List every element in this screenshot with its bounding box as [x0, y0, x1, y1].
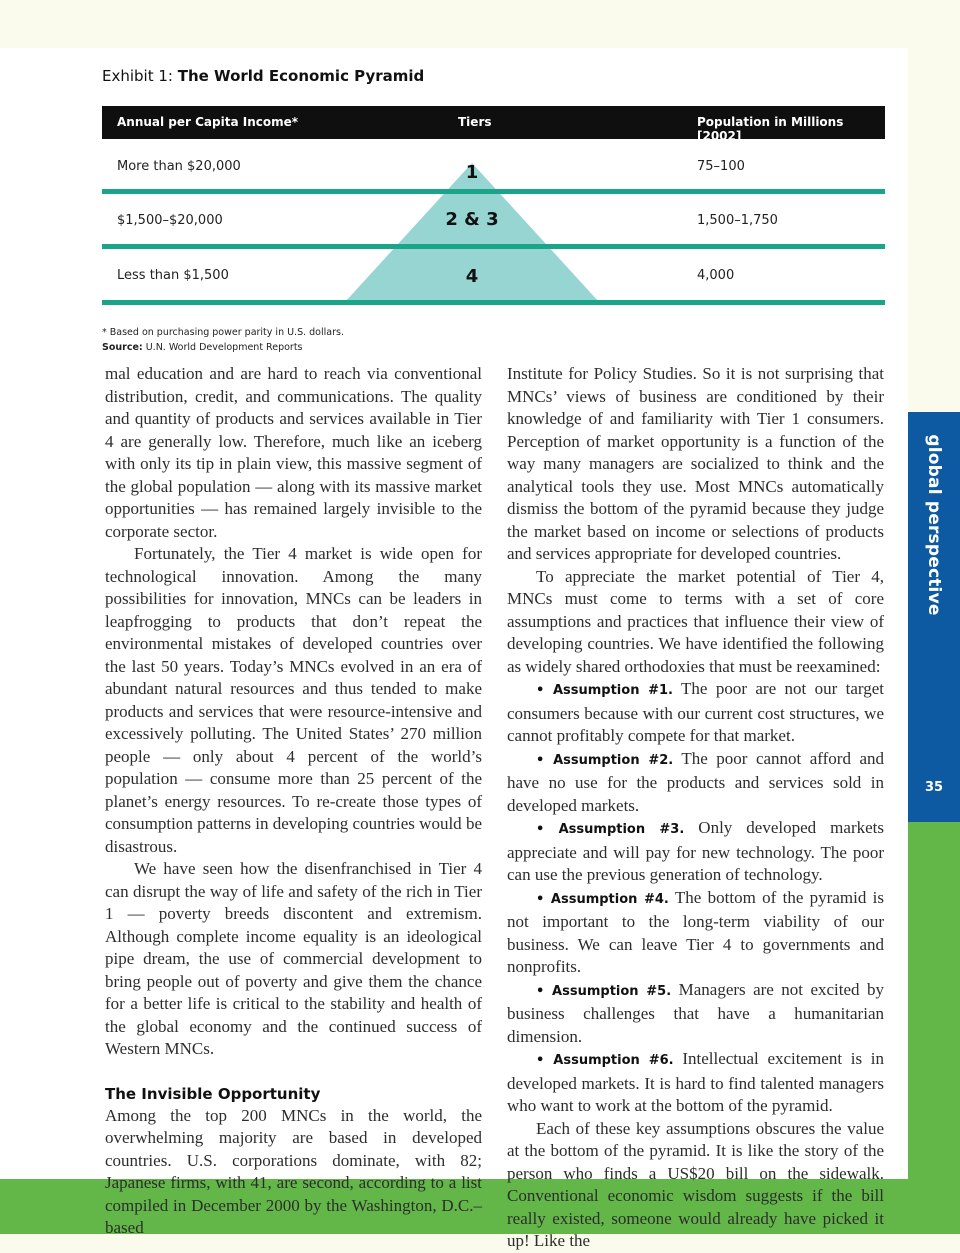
row1-population: 75–100	[697, 159, 745, 174]
header-income: Annual per Capita Income*	[117, 115, 299, 129]
row1-tier: 1	[465, 162, 479, 183]
paragraph: To appreciate the market potential of Tier 4, MNCs must come to terms with a set of core assumptions and practices that influence their view of developing countries. We have identified the following as widely shared orthodoxies that must be reexamined:	[507, 566, 884, 676]
source-text: U.N. World Development Reports	[142, 342, 303, 353]
paragraph: Each of these key assumptions obscures the value at the bottom of the pyramid. It is like the story of the person who finds a US$20 bill on the sidewalk. Conventional economic wisdom suggests if the bill really existed, someone would already have picked it up! Like the	[507, 1118, 884, 1250]
assumption-item: • Assumption #3. Only developed markets appreciate and will pay for new technology. The poor can use the previous generation of technology.	[507, 818, 884, 884]
assumption-item: • Assumption #2. The poor cannot afford and have no use for the products and services sold in developed markets.	[507, 748, 884, 815]
paragraph: mal education and are hard to reach via conventional distribution, credit, and communications. The quality and quantity of products and services available in Tier 4 are generally low. Therefore, much like an iceberg with only its tip in plain view, this massive segment of the global population — along with its massive market opportunities — has remained largely invisible to the corporate sector.	[105, 364, 482, 541]
footnote-text: * Based on purchasing power parity in U.S. dollars.	[102, 327, 344, 338]
row-divider	[102, 244, 885, 249]
row3-population: 4,000	[697, 268, 735, 283]
assumption-label: Assumption #4.	[550, 891, 669, 907]
row-divider	[102, 189, 885, 194]
assumption-label: Assumption #5.	[552, 983, 672, 999]
exhibit-footnote	[102, 325, 344, 355]
assumption-text: The poor cannot afford and have no use for the products and services sold in developed markets.	[507, 748, 884, 815]
section-label: global perspective	[924, 434, 944, 616]
assumption-text: The bottom of the pyramid is not important to the long-term viability of our business. We can leave Tier 4 to governments and nonprofits.	[507, 887, 884, 976]
row-divider	[102, 300, 885, 305]
source-label: Source:	[102, 342, 143, 353]
paragraph: Institute for Policy Studies. So it is not surprising that MNCs’ views of business are conditioned by their knowledge of and familiarity with Tier 1 consumers. Perception of market opportunity is a function of the way many managers are socialized to think and the analytical tools they use. Most MNCs automatically dismiss the bottom of the pyramid because they judge the market based on income or selections of products and services appropriate for developed countries.	[507, 364, 884, 563]
exhibit-prefix: Exhibit 1:	[102, 67, 173, 85]
row2-tier: 2 & 3	[445, 209, 499, 230]
assumption-label: Assumption #2.	[553, 752, 674, 768]
exhibit-table-header	[102, 106, 885, 143]
assumption-text: Only developed markets appreciate and will pay for new technology. The poor can use the previous generation of technology.	[507, 818, 884, 884]
assumption-text: Managers are not excited by business challenges that have a humanitarian dimension.	[507, 979, 884, 1046]
assumption-item: • Assumption #5. Managers are not excited by business challenges that have a humanitarian dimension.	[507, 979, 884, 1046]
assumption-label: Assumption #1.	[552, 683, 673, 698]
assumption-item: • Assumption #6. Intellectual excitement is in developed markets. It is hard to find talented managers who want to work at the bottom of the pyramid.	[507, 1049, 884, 1115]
row2-population: 1,500–1,750	[697, 213, 778, 228]
assumption-label: Assumption #6.	[553, 1053, 674, 1068]
assumption-item: • Assumption #4. The bottom of the pyramid is not important to the long-term viability of our business. We can leave Tier 4 to governments and nonprofits.	[507, 887, 884, 976]
section-heading: The Invisible Opportunity	[105, 1084, 321, 1103]
assumption-item: • Assumption #1. The poor are not our target consumers because with our current cost structures, we cannot profitably compete for that market.	[507, 679, 884, 745]
right-column	[507, 363, 884, 1253]
left-column	[105, 363, 482, 1240]
row3-income: Less than $1,500	[117, 268, 229, 283]
paragraph: We have seen how the disenfranchised in Tier 4 can disrupt the way of life and safety of the rich in Tier 1 — poverty breeds discontent and extremism. Although complete income equality is an ideological pipe dream, the use of commercial development to bring people out of poverty and give them the chance for a better life is critical to the stability and health of the global economy and the continued success of Western MNCs.	[105, 859, 482, 1058]
row2-income: $1,500–$20,000	[117, 213, 223, 228]
assumption-text: The poor are not our target consumers because with our current cost structures, we cannot profitably compete for that market.	[507, 679, 884, 745]
pyramid-table	[102, 139, 885, 309]
assumption-label: Assumption #3.	[558, 822, 685, 837]
source-line	[102, 340, 344, 355]
page-number: 35	[924, 780, 944, 795]
paragraph: Fortunately, the Tier 4 market is wide open for technological innovation. Among the many possibilities for innovation, MNCs can be leaders in leapfrogging to products that don’t repeat the environmental mistakes of developed countries over the last 50 years. Today’s MNCs evolved in an era of abundant natural resources and thus tended to make products and services that were resource-intensive and excessively polluting. The United States’ 270 million people — only about 4 percent of the world’s population — consume more than 25 percent of the planet’s energy resources. To re-create those types of consumption patterns in developing countries would be disastrous.	[105, 544, 482, 856]
exhibit-title	[102, 67, 424, 85]
row1-income: More than $20,000	[117, 159, 241, 174]
paragraph: Among the top 200 MNCs in the world, the overwhelming majority are based in developed countries. U.S. corporations dominate, with 82; Japanese firms, with 41, are second, according to a list compiled in December 2000 by the Washington, D.C.–based	[105, 1105, 482, 1237]
sidebar-green-band	[908, 822, 960, 1234]
assumption-text: Intellectual excitement is in developed markets. It is hard to find talented managers who want to work at the bottom of the pyramid.	[507, 1049, 884, 1115]
exhibit-title-text: The World Economic Pyramid	[177, 67, 425, 85]
header-tiers: Tiers	[458, 115, 492, 129]
row3-tier: 4	[465, 266, 479, 287]
header-population: Population in Millions [2002]	[697, 115, 844, 143]
